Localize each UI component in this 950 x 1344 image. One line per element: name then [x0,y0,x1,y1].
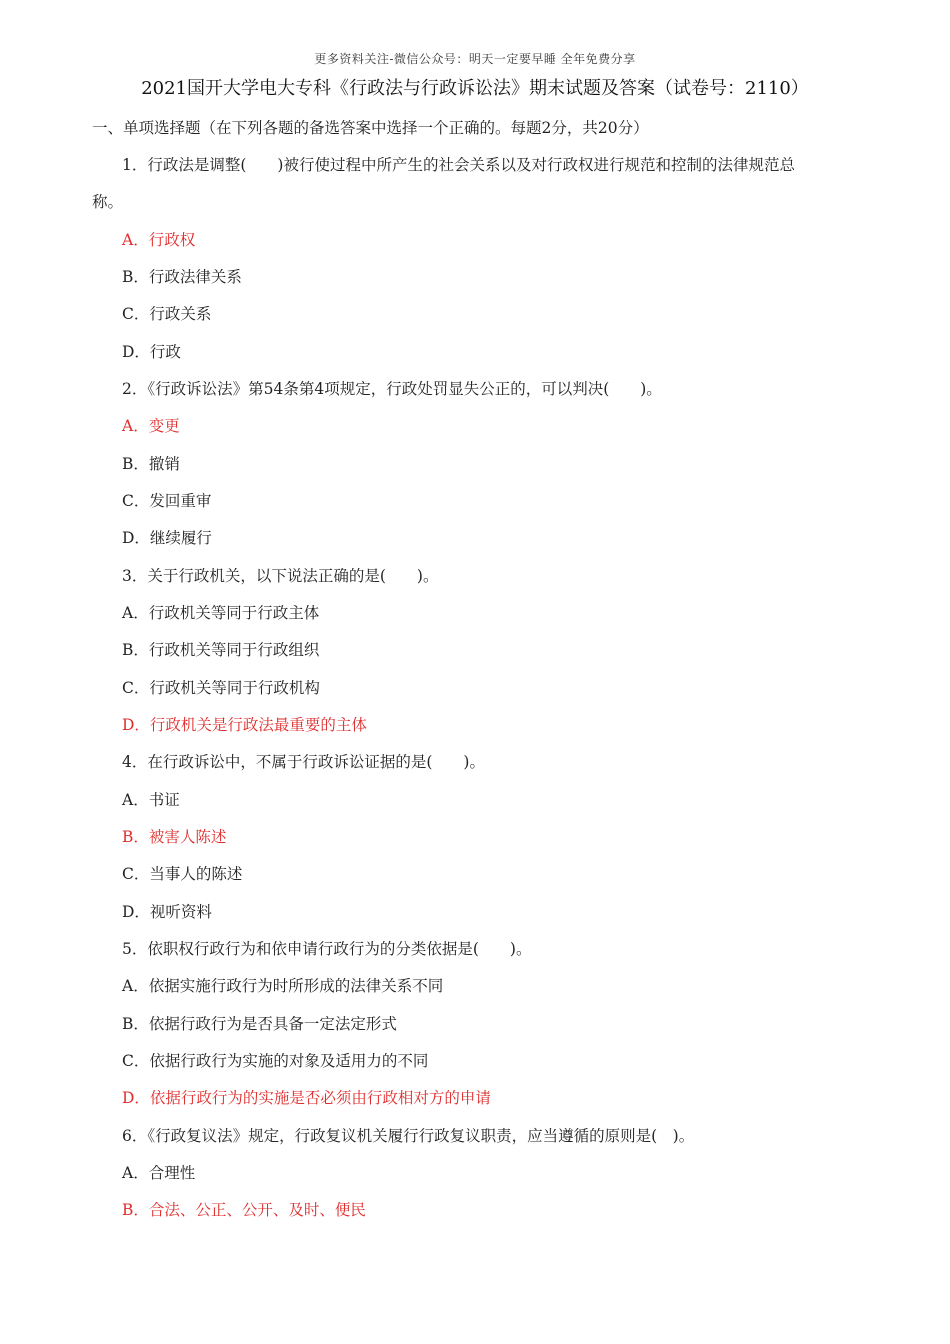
option-correct: D．依据行政行为的实施是否必须由行政相对方的申请 [122,1089,491,1107]
question-stem: 4．在行政诉讼中，不属于行政诉讼证据的是( )。 [122,753,485,771]
question-stem: 2．《行政诉讼法》第54条第4项规定，行政处罚显失公正的，可以判决( )。 [122,380,662,398]
option: C．行政关系 [122,305,212,323]
option-correct: D．行政机关是行政法最重要的主体 [122,716,367,734]
option: D．行政 [122,343,181,361]
promo-banner: 更多资料关注-微信公众号：明天一定要早睡 全年免费分享 [314,52,636,66]
section-heading: 一、单项选择题（在下列各题的备选答案中选择一个正确的。每题2分，共20分） [92,119,649,137]
question-stem: 3．关于行政机关，以下说法正确的是( )。 [122,567,439,585]
option: A．依据实施行政行为时所形成的法律关系不同 [122,977,444,995]
option: B．行政法律关系 [122,268,242,286]
question-stem: 6．《行政复议法》规定，行政复议机关履行行政复议职责，应当遵循的原则是( )。 [122,1127,695,1145]
document-title: 2021国开大学电大专科《行政法与行政诉讼法》期末试题及答案（试卷号：2110） [141,78,809,99]
option: B．行政机关等同于行政组织 [122,641,320,659]
option-correct: A．行政权 [122,231,196,249]
option: A．行政机关等同于行政主体 [122,604,320,622]
option: D．继续履行 [122,529,212,547]
option-correct: B．合法、公正、公开、及时、便民 [122,1201,366,1219]
option: C．依据行政行为实施的对象及适用力的不同 [122,1052,429,1070]
option-correct: B．被害人陈述 [122,828,227,846]
option: D．视听资料 [122,903,212,921]
option: B．撤销 [122,455,180,473]
question-stem: 1．行政法是调整( )被行使过程中所产生的社会关系以及对行政权进行规范和控制的法律规范总 [122,156,795,174]
option: B．依据行政行为是否具备一定法定形式 [122,1015,397,1033]
question-stem: 5．依职权行政行为和依申请行政行为的分类依据是( )。 [122,940,532,958]
option: A．书证 [122,791,180,809]
option-correct: A．变更 [122,417,180,435]
option: A．合理性 [122,1164,196,1182]
question-stem-continued: 称。 [92,193,124,211]
option: C．发回重审 [122,492,212,510]
option: C．行政机关等同于行政机构 [122,679,320,697]
option: C．当事人的陈述 [122,865,243,883]
